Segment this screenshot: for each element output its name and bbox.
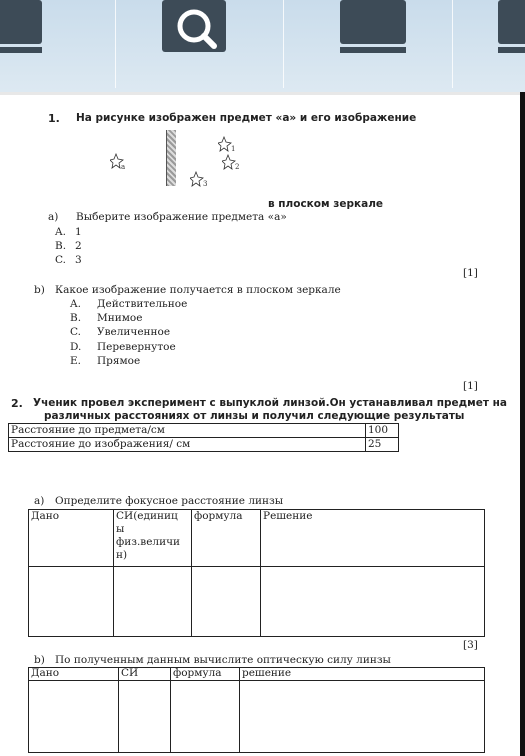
- q1b-option-letter: E.: [70, 355, 82, 367]
- solution-answer-cell[interactable]: [261, 567, 485, 637]
- si-answer-cell[interactable]: [114, 567, 192, 637]
- object-a-icon: [110, 153, 134, 171]
- header-formula: формула: [171, 668, 240, 681]
- search-icon[interactable]: [162, 0, 230, 64]
- q1a-option-text[interactable]: 2: [75, 240, 82, 252]
- q1b-option-letter: A.: [70, 298, 81, 310]
- q1a-option-text[interactable]: 3: [75, 254, 82, 266]
- page-edge: [0, 92, 525, 95]
- header-formula: формула: [192, 510, 261, 567]
- q2a-mark: [3]: [463, 639, 478, 651]
- q1b-label: b): [34, 284, 45, 296]
- formula-answer-cell[interactable]: [171, 681, 240, 753]
- table-header-row: [29, 510, 485, 567]
- header-si: СИ: [119, 668, 171, 681]
- image-1-label: 1: [231, 145, 236, 153]
- table-cell: 25: [366, 438, 399, 452]
- q2-title-line2: различных расстояниях от линзы и получил следующие результаты: [44, 410, 465, 422]
- given-answer-cell[interactable]: [29, 681, 119, 753]
- formula-answer-cell[interactable]: [192, 567, 261, 637]
- q1-caption: в плоском зеркале: [268, 198, 384, 210]
- given-answer-cell[interactable]: [29, 567, 114, 637]
- q1b-option-text[interactable]: Прямое: [97, 355, 141, 367]
- header-given: Дано: [29, 668, 119, 681]
- q1a-option-text[interactable]: 1: [75, 226, 82, 238]
- q1b-mark: [1]: [463, 380, 478, 392]
- si-answer-cell[interactable]: [119, 681, 171, 753]
- results-table: [8, 423, 399, 452]
- table-cell: Расстояние до изображения/ см: [9, 438, 366, 452]
- q1b-option-text[interactable]: Действительное: [97, 298, 188, 310]
- q2a-label: a): [34, 495, 45, 507]
- header-si: СИ(единиц ы физ.величи н): [114, 510, 192, 567]
- q1a-text: Выберите изображение предмета «а»: [76, 211, 287, 223]
- solution-answer-cell[interactable]: [240, 681, 485, 753]
- q1b-text: Какое изображение получается в плоском зеркале: [55, 284, 341, 296]
- image-3-label: 3: [203, 180, 208, 188]
- q2-number: 2.: [11, 397, 23, 410]
- page-border: [520, 92, 525, 756]
- q2b-text: По полученным данным вычислите оптическую силу линзы: [55, 654, 391, 666]
- q2a-text: Определите фокусное расстояние линзы: [55, 495, 284, 507]
- table-cell: Расстояние до предмета/см: [9, 424, 366, 438]
- q1b-option-letter: B.: [70, 312, 82, 324]
- header-solution: решение: [240, 668, 485, 681]
- table-cell: 100: [366, 424, 399, 438]
- q1a-option-letter: C.: [55, 254, 66, 266]
- q1-title: На рисунке изображен предмет «а» и его изображение: [76, 112, 417, 124]
- q1b-option-letter: C.: [70, 326, 81, 338]
- image-2-icon: [222, 154, 246, 172]
- power-solution-table: [28, 667, 485, 753]
- menu-icon[interactable]: [498, 0, 525, 64]
- q2-title-line1: Ученик провел эксперимент с выпуклой линзой.Он устанавливал предмет на: [33, 397, 507, 409]
- q1b-option-text[interactable]: Перевернутое: [97, 341, 176, 353]
- focal-solution-table: [28, 509, 485, 637]
- image-3-icon: [190, 171, 214, 189]
- answer-row[interactable]: [29, 681, 485, 753]
- document-icon[interactable]: [0, 0, 60, 64]
- image-1-icon: [218, 136, 242, 154]
- header-given: Дано: [29, 510, 114, 567]
- q1b-option-letter: D.: [70, 341, 82, 353]
- q1b-option-text[interactable]: Увеличенное: [97, 326, 171, 338]
- q1a-mark: [1]: [463, 267, 478, 279]
- q1-number: 1.: [48, 112, 60, 125]
- tablet-icon[interactable]: [340, 0, 410, 64]
- header-solution: Решение: [261, 510, 485, 567]
- table-header-row: [29, 668, 485, 681]
- table-row: [9, 438, 399, 452]
- q1a-option-letter: B.: [55, 240, 67, 252]
- table-row: [9, 424, 399, 438]
- q1a-label: a): [48, 211, 59, 223]
- q2b-label: b): [34, 654, 45, 666]
- q1b-option-text[interactable]: Мнимое: [97, 312, 143, 324]
- mirror: [166, 130, 176, 186]
- q1a-option-letter: A.: [55, 226, 66, 238]
- object-a-label: а: [121, 163, 126, 171]
- answer-row[interactable]: [29, 567, 485, 637]
- app-toolbar: [0, 0, 525, 92]
- image-2-label: 2: [235, 163, 240, 171]
